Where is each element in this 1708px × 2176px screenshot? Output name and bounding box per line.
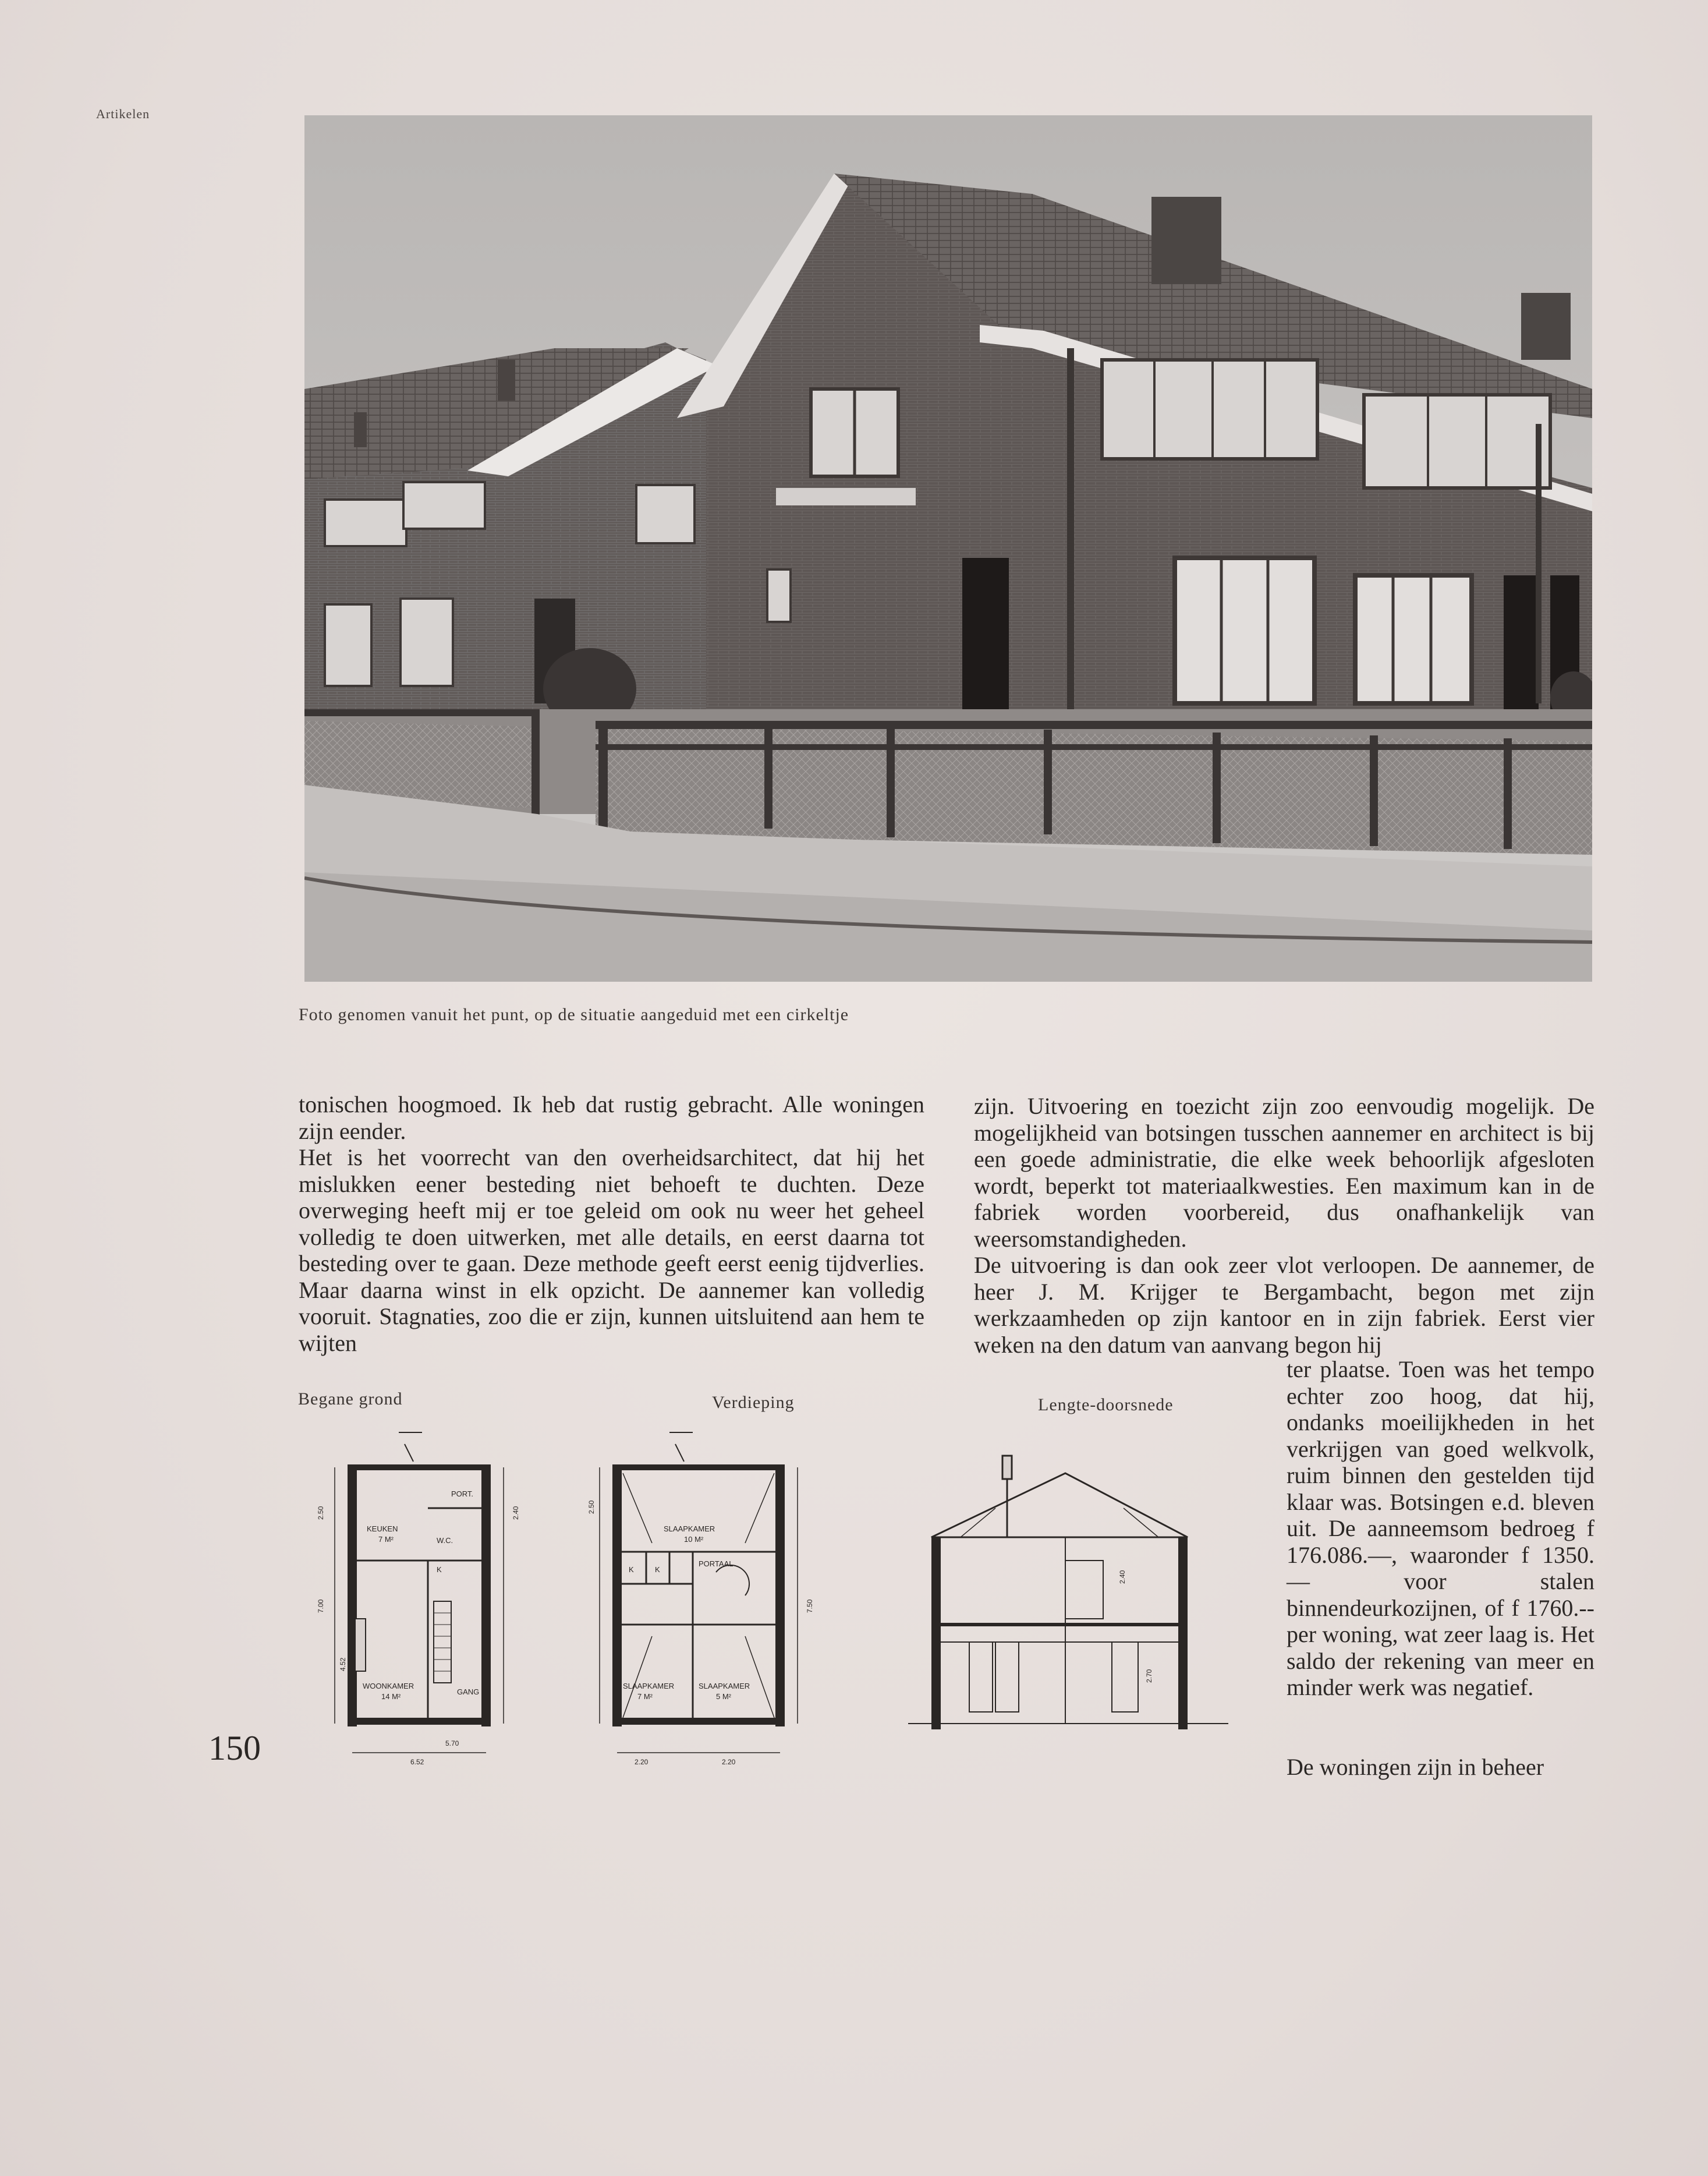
- room-label: GANG: [457, 1687, 480, 1696]
- dimension: 4.52: [339, 1657, 347, 1671]
- room-area: 14 M²: [381, 1692, 401, 1701]
- room-label: PORT.: [451, 1489, 474, 1498]
- room-label: W.C.: [437, 1536, 453, 1545]
- paragraph: De uitvoering is dan ook zeer vlot verloopen. De aannemer, de heer J. M. Krijger te Bergambacht, begon met zijn werkzaamheden op zijn kantoor en in zijn fabriek. Eerst vier weken na den datum van aanvang begon hij: [974, 1252, 1594, 1358]
- body-column-right-narrow: [1287, 1356, 1594, 1701]
- ground-floor-plan: [311, 1427, 541, 1770]
- paragraph: Het is het voorrecht van den overheidsarchitect, dat hij het mislukken eener besteding niet behoeft te duchten. Deze overweging heeft mij er toe geleid om ook nu weer het geheel volledig te doen uitwerken, met alle details, en eerst daarna tot besteding over te gaan. Deze methode geeft eerst eenig tijdverlies. Maar daarna winst in elk opzicht. De aannemer kan volledig vooruit. Stagnaties, zoo die er zijn, kunnen uitsluitend aan hem te wijten: [299, 1144, 924, 1356]
- dimension: 2.50: [317, 1506, 325, 1520]
- body-column-right: [974, 1093, 1594, 1358]
- room-label: PORTAAL: [699, 1559, 733, 1568]
- dimension: 6.52: [410, 1758, 424, 1766]
- room-label: SLAAPKAMER: [664, 1524, 715, 1533]
- dimension: 7.50: [806, 1599, 814, 1613]
- photo-caption: Foto genomen vanuit het punt, op de situatie aangeduid met een cirkeltje: [299, 1005, 849, 1024]
- room-label: SLAAPKAMER: [623, 1682, 675, 1690]
- room-area: 7 M²: [637, 1692, 653, 1701]
- paragraph: tonischen hoogmoed. Ik heb dat rustig gebracht. Alle woningen zijn eender.: [299, 1091, 924, 1144]
- room-label: K: [655, 1565, 660, 1574]
- upper-floor-label: Verdieping: [712, 1393, 795, 1412]
- dimension: 2.50: [587, 1500, 596, 1514]
- dimension: 2.40: [1118, 1570, 1126, 1584]
- dimension: 2.20: [635, 1758, 649, 1766]
- running-head: Artikelen: [96, 107, 150, 121]
- paragraph: ter plaatse. Toen was het tempo echter zoo hoog, dat hij, ondanks moeilijkheden in het verkrijgen van goed welkvolk, ruim binnen den gestelden tijd klaar was. Botsingen e.d. bleven uit. De aanneemsom bedroeg f 176.086.—, waaronder f 1350.— voor stalen binnendeurkozijnen, of f 1760.-- per woning, wat zeer laag is. Het saldo der rekening van meer en minder werk was negatief.: [1287, 1356, 1594, 1700]
- dimension: 2.20: [722, 1758, 736, 1766]
- dimension: 2.40: [512, 1506, 520, 1520]
- section-drawing: [873, 1450, 1234, 1759]
- page-number: 150: [208, 1729, 261, 1767]
- body-column-right-last: [1287, 1754, 1594, 1781]
- section-label: Lengte-doorsnede: [1038, 1395, 1174, 1414]
- room-area: 5 M²: [716, 1692, 731, 1701]
- room-label: KEUKEN: [367, 1524, 398, 1533]
- house-photo: [304, 115, 1592, 982]
- room-label: SLAAPKAMER: [699, 1682, 750, 1690]
- room-label: K: [629, 1565, 634, 1574]
- room-label: K: [437, 1565, 442, 1574]
- room-area: 10 M²: [684, 1535, 704, 1544]
- dimension: 7.00: [317, 1599, 325, 1613]
- paragraph: zijn. Uitvoering en toezicht zijn zoo eenvoudig mogelijk. De mogelijkheid van botsingen tusschen aannemer en architect is bij een goede administratie, die elke week behoorlijk afgesloten wordt, beperkt tot materiaalkwesties. Een maximum kan in de fabriek worden voorbereid, dus onafhankelijk van weersomstandigheden.: [974, 1093, 1594, 1252]
- body-column-left: [299, 1091, 924, 1356]
- dimension: 5.70: [445, 1739, 459, 1747]
- dimension: 2.70: [1145, 1669, 1153, 1683]
- paragraph: De woningen zijn in beheer: [1287, 1754, 1544, 1780]
- ground-floor-label: Begane grond: [298, 1389, 403, 1409]
- room-area: 7 M²: [378, 1535, 394, 1544]
- room-label: WOONKAMER: [363, 1682, 414, 1690]
- upper-floor-plan: [582, 1427, 821, 1770]
